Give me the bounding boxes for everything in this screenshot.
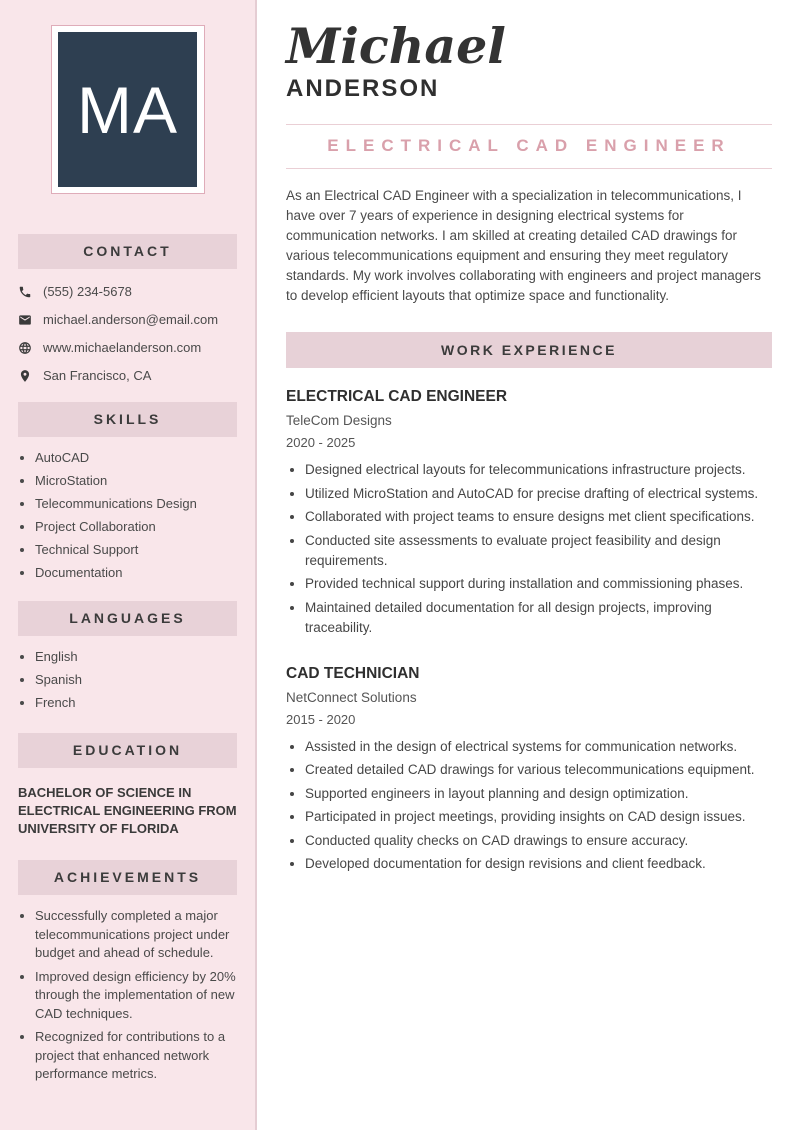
achievement-item: • Recognized for contributions to a project that enhanced network performance metrics.	[35, 1028, 237, 1084]
skills-list	[21, 449, 237, 581]
globe-icon	[18, 341, 32, 355]
contact-email-text: michael.anderson@email.com	[43, 312, 219, 327]
achievements-section-header: ACHIEVEMENTS	[18, 860, 237, 895]
job-bullet-list	[290, 737, 772, 875]
profile-summary: As an Electrical CAD Engineer with a specialization in telecommunications, I have over 7 years of experience in designing electrical systems for communication networks. I am skilled at creating detailed CAD drawings for various telecommunications equipment and ensuring they meet regulatory standards. My work involves collaborating with engineers and project managers to develop efficient layouts that optimize space and functionality.	[286, 188, 761, 303]
achievement-item: • Successfully completed a major telecommunications project under budget and ahead of schedule.	[35, 907, 237, 963]
job-bullet: • Collaborated with project teams to ensure designs met client specifications.	[305, 507, 772, 527]
job-bullet: • Created detailed CAD drawings for various telecommunications equipment.	[305, 760, 772, 780]
contact-item-phone	[18, 284, 237, 299]
location-icon	[18, 369, 32, 383]
skill-item: • Project Collaboration	[35, 518, 237, 535]
contact-phone-text: (555) 234-5678	[43, 284, 132, 299]
job-bullet: • Maintained detailed documentation for all design projects, improving traceability.	[305, 598, 772, 638]
last-name: ANDERSON	[286, 75, 440, 102]
skill-item: • Technical Support	[35, 541, 237, 558]
monogram-frame	[51, 25, 205, 194]
skill-item: • AutoCAD	[35, 449, 237, 466]
job-company: NetConnect Solutions	[286, 689, 417, 705]
sidebar	[0, 0, 257, 1130]
job-role: ELECTRICAL CAD ENGINEER	[286, 388, 508, 405]
job-bullet: • Participated in project meetings, providing insights on CAD design issues.	[305, 807, 772, 827]
job-bullet: • Designed electrical layouts for telecommunications infrastructure projects.	[305, 460, 772, 480]
skill-item: • Telecommunications Design	[35, 495, 237, 512]
contact-item-location	[18, 368, 237, 383]
education-section-header: EDUCATION	[18, 733, 237, 768]
job-bullet: • Assisted in the design of electrical systems for communication networks.	[305, 737, 772, 757]
job-bullet: • Conducted quality checks on CAD drawings to ensure accuracy.	[305, 831, 772, 851]
job-company: TeleCom Designs	[286, 413, 392, 428]
job-role: CAD TECHNICIAN	[286, 664, 420, 682]
contact-location-text: San Francisco, CA	[43, 368, 152, 383]
main-column	[257, 0, 800, 1130]
contact-item-email	[18, 312, 237, 327]
contact-website-text: www.michaelanderson.com	[43, 340, 202, 355]
skill-item: • MicroStation	[35, 472, 237, 489]
achievements-list	[21, 907, 237, 1084]
languages-list	[21, 648, 237, 711]
work-experience-section-header: WORK EXPERIENCE	[286, 332, 772, 368]
job-bullet: • Supported engineers in layout planning and design optimization.	[305, 784, 772, 804]
education-degree: BACHELOR OF SCIENCE IN ELECTRICAL ENGINEERING FROM UNIVERSITY OF FLORIDA	[18, 785, 237, 836]
first-name: Michael	[286, 17, 506, 75]
skills-section-header: SKILLS	[18, 402, 237, 437]
contact-section-header: CONTACT	[18, 234, 237, 269]
job-bullet-list	[290, 460, 772, 638]
job-entry	[286, 388, 772, 638]
job-bullet: • Conducted site assessments to evaluate project feasibility and design requirements.	[305, 531, 772, 571]
job-title: ELECTRICAL CAD ENGINEER	[327, 136, 731, 155]
languages-section-header: LANGUAGES	[18, 601, 237, 636]
skill-item: • Documentation	[35, 564, 237, 581]
monogram: MA	[58, 32, 197, 187]
job-title-band	[286, 124, 772, 169]
job-bullet: • Provided technical support during installation and commissioning phases.	[305, 574, 772, 594]
phone-icon	[18, 285, 32, 299]
language-item: • Spanish	[35, 671, 237, 688]
job-bullet: • Utilized MicroStation and AutoCAD for precise drafting of electrical systems.	[305, 484, 772, 504]
email-icon	[18, 313, 32, 327]
job-entry	[286, 665, 772, 875]
job-dates: 2015 - 2020	[286, 711, 356, 727]
contact-list	[18, 284, 237, 383]
language-item: • French	[35, 694, 237, 711]
job-dates: 2020 - 2025	[286, 435, 356, 450]
job-bullet: • Developed documentation for design revisions and client feedback.	[305, 854, 772, 874]
language-item: • English	[35, 648, 237, 665]
contact-item-website	[18, 340, 237, 355]
achievement-item: • Improved design efficiency by 20% through the implementation of new CAD techniques.	[35, 968, 237, 1024]
